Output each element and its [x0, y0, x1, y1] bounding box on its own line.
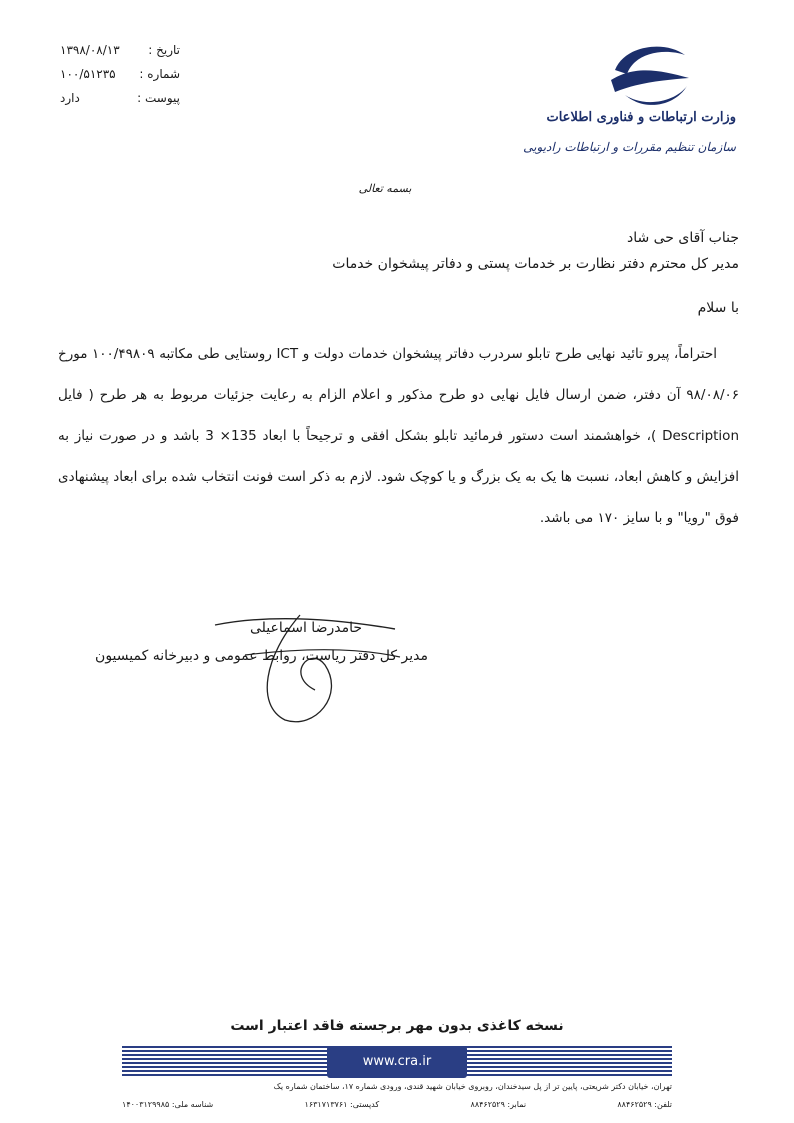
attachment-value: دارد [60, 91, 80, 105]
ministry-name: وزارت ارتباطات و فناوری اطلاعات [546, 110, 736, 125]
date-row [60, 40, 180, 64]
cra-emblem-icon [605, 40, 695, 110]
signatory-name: حامدرضا اسماعیلی [250, 620, 362, 636]
validity-notice: نسخه کاغذی بدون مهر برجسته فاقد اعتبار است [230, 1018, 564, 1034]
recipient-title: مدیر کل محترم دفتر نظارت بر خدمات پستی و دفاتر پیشخوان خدمات [332, 256, 739, 272]
postal-code: کدپستی: ۱۶۳۱۷۱۳۷۶۱ [304, 1100, 380, 1109]
phone: تلفن: ۸۸۴۶۲۵۲۹ [617, 1100, 672, 1109]
signatory-title: مدیر کل دفتر ریاست، روابط عمومی و دبیرخانه کمیسیون [95, 648, 428, 664]
greeting: با سلام [697, 300, 739, 316]
letter-meta [60, 40, 180, 112]
attachment-row [60, 88, 180, 112]
national-id: شناسه ملی: ۱۴۰۰۳۱۲۹۹۸۵ [122, 1100, 214, 1109]
date-label: تاریخ : [148, 43, 180, 57]
body-paragraph: احتراماً، پیرو تائید نهایی طرح تابلو سردرب دفاتر پیشخوان خدمات دولت و ICT روستایی طی مکاتبه ۱۰۰/۴۹۸۰۹ مورخ ۹۸/۰۸/۰۶ آن دفتر، ضمن ارسال فایل نهایی دو طرح مذکور و اعلام الزام به رعایت جزئیات مربوط به هر طرح ( فایل Description )، خواهشمند است دستور فرمائید تابلو بشکل افقی و ترجیحاً با ابعاد 135× 3 باشد و در صورت نیاز به افزایش و کاهش ابعاد، نسبت ها یک به یک بزرگ و یا کوچک شود. لازم به ذکر است فونت انتخاب شده برای ابعاد پیشنهادی فوق "رویا" و با سایز ۱۷۰ می باشد. [58, 346, 739, 526]
attachment-label: پیوست : [137, 91, 180, 105]
recipient-block [179, 225, 739, 277]
invocation: بسمه تعالی [358, 182, 412, 195]
fax: نمابر: ۸۸۴۶۲۵۲۹ [470, 1100, 527, 1109]
footer-address: تهران، خیابان دکتر شریعتی، پایین تر از پل سیدخندان، روبروی خیابان شهید قندی، ورودی شماره ۱۷، ساختمان شماره یک [273, 1082, 672, 1091]
website-link[interactable]: www.cra.ir [327, 1046, 467, 1078]
number-value: ۱۰۰/۵۱۲۳۵ [60, 67, 116, 81]
footer-stripe [122, 1046, 672, 1078]
number-label: شماره : [139, 67, 180, 81]
letter-body [58, 334, 739, 539]
date-value: ۱۳۹۸/۰۸/۱۳ [60, 43, 120, 57]
handwritten-signature [205, 595, 405, 735]
number-row [60, 64, 180, 88]
organization-name: سازمان تنظیم مقررات و ارتباطات رادیویی [523, 140, 736, 154]
recipient-name: جناب آقای حی شاد [626, 230, 739, 246]
footer-contacts [122, 1100, 672, 1109]
